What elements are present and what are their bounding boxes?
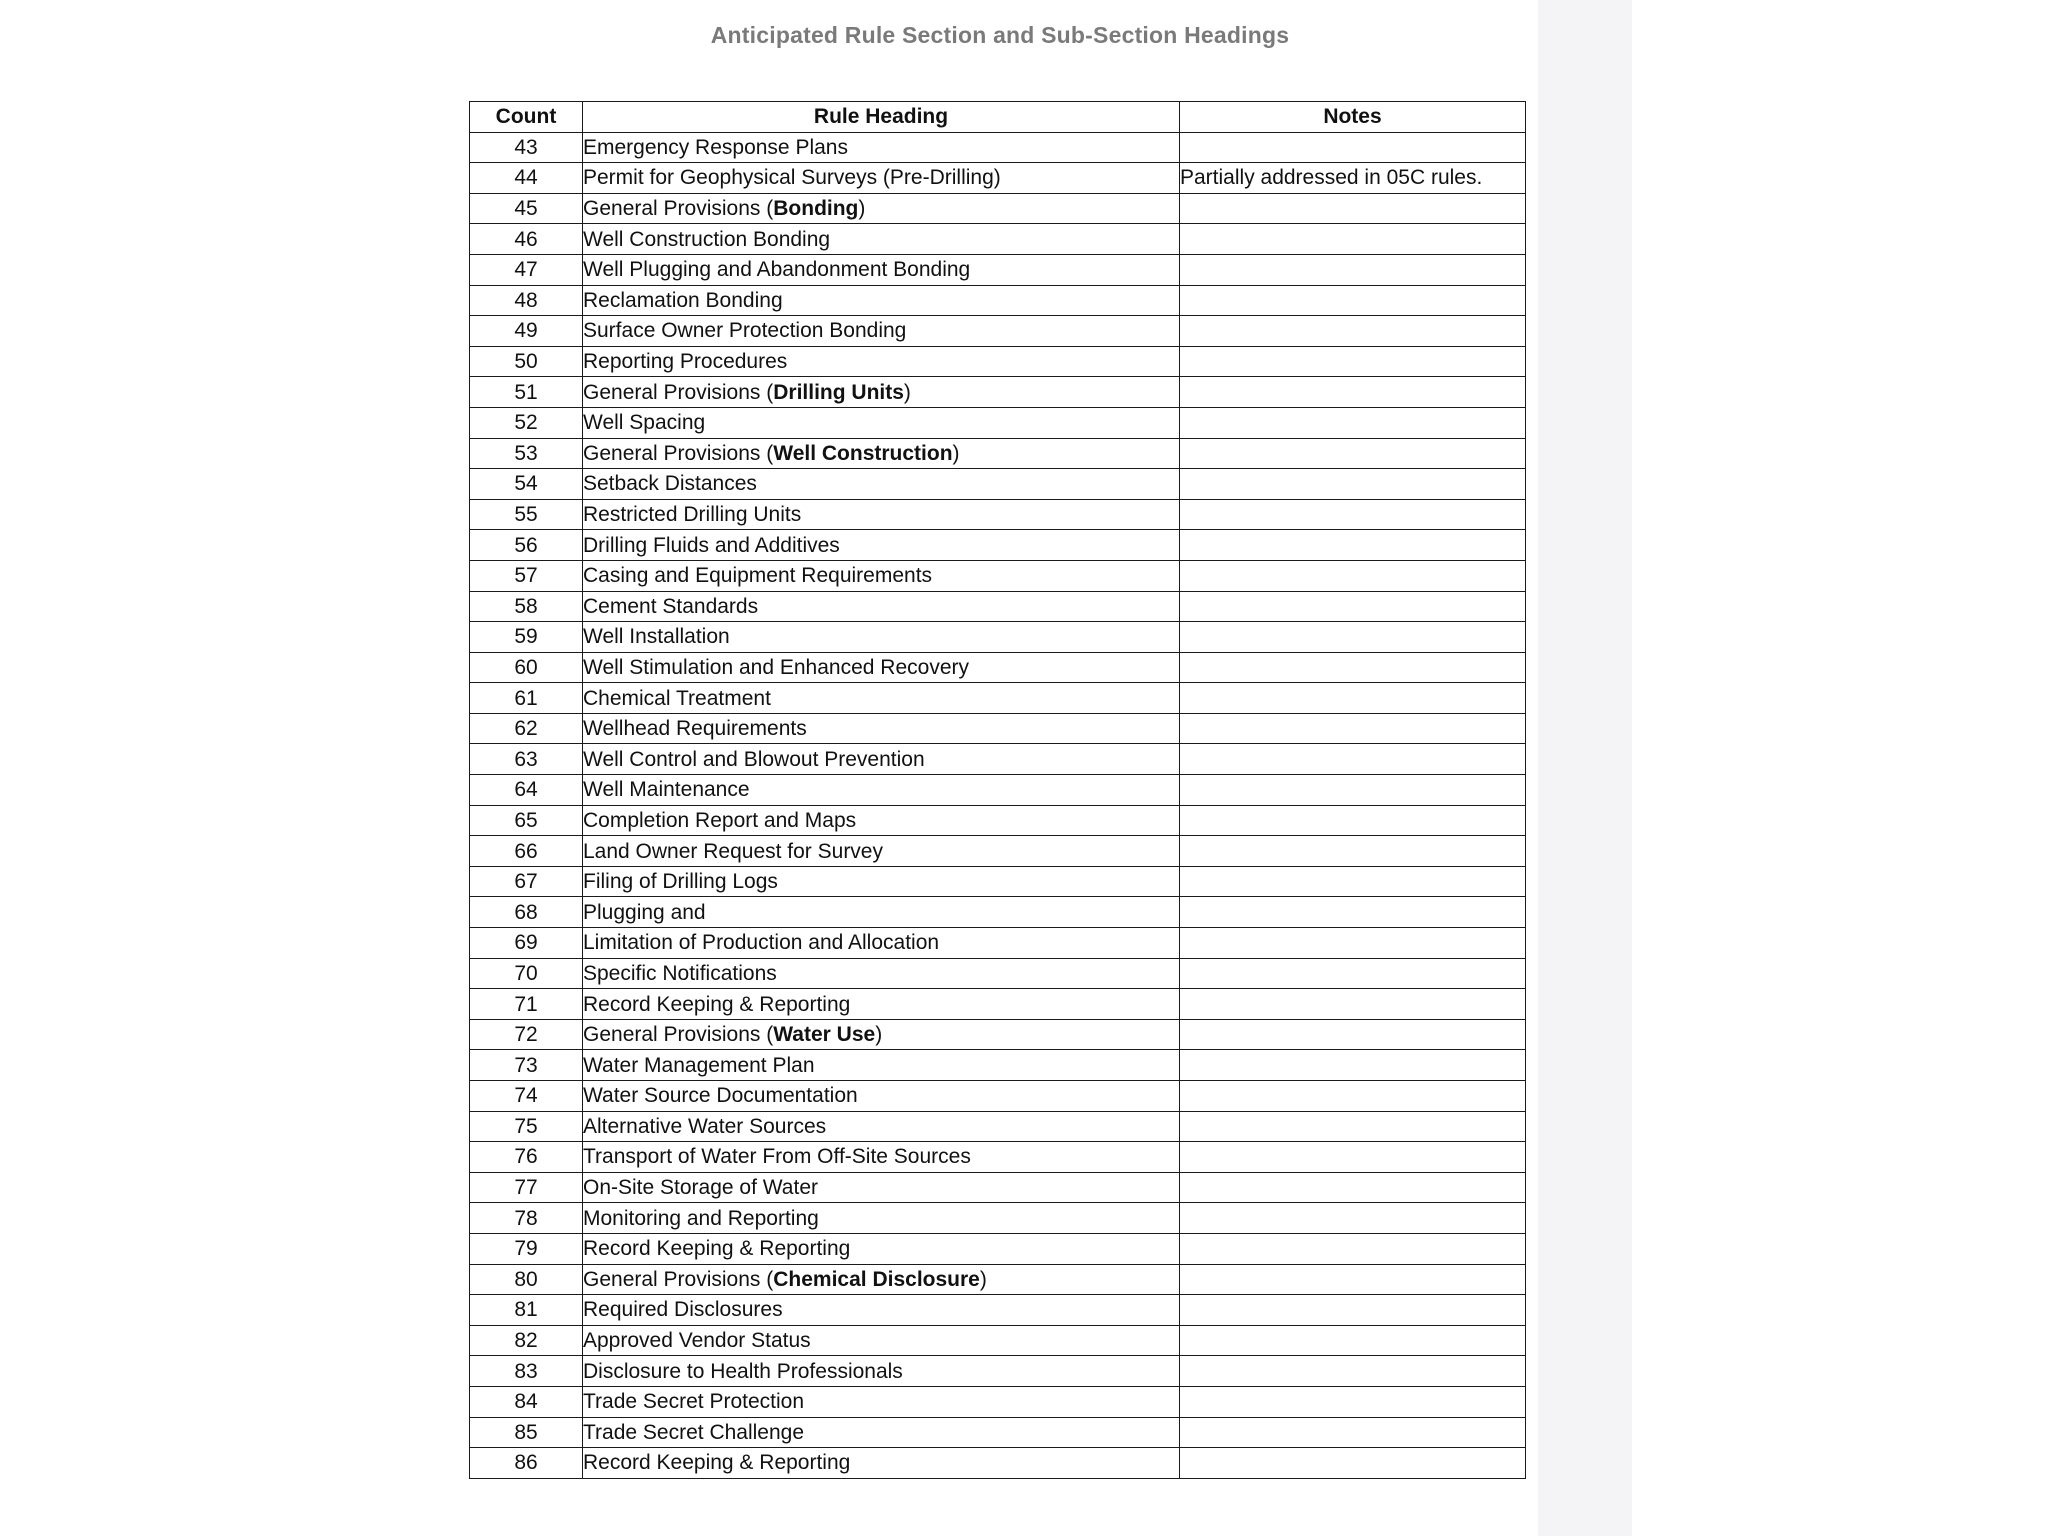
viewer-background xyxy=(1632,0,2048,1536)
cell-count: 79 xyxy=(470,1233,583,1264)
cell-notes xyxy=(1180,1233,1526,1264)
table-row xyxy=(470,530,1526,561)
cell-notes xyxy=(1180,193,1526,224)
table-row xyxy=(470,499,1526,530)
table-row xyxy=(470,897,1526,928)
table-row xyxy=(470,866,1526,897)
table-row xyxy=(470,163,1526,194)
cell-notes xyxy=(1180,928,1526,959)
cell-count: 61 xyxy=(470,683,583,714)
table-row xyxy=(470,775,1526,806)
rule-heading-prefix: General Provisions ( xyxy=(583,197,774,221)
cell-count: 47 xyxy=(470,254,583,285)
cell-count: 54 xyxy=(470,469,583,500)
cell-rule-heading: Casing and Equipment Requirements xyxy=(583,560,1180,591)
cell-rule-heading: Well Maintenance xyxy=(583,775,1180,806)
cell-notes xyxy=(1180,1356,1526,1387)
cell-rule-heading: Record Keeping & Reporting xyxy=(583,1448,1180,1479)
cell-count: 66 xyxy=(470,836,583,867)
cell-count: 50 xyxy=(470,346,583,377)
rule-heading-emphasis: Water Use xyxy=(773,1023,876,1047)
cell-notes xyxy=(1180,1264,1526,1295)
rule-heading-prefix: General Provisions ( xyxy=(583,380,774,404)
rule-heading-prefix: General Provisions ( xyxy=(583,1267,774,1291)
cell-rule-heading: Monitoring and Reporting xyxy=(583,1203,1180,1234)
cell-rule-heading: Emergency Response Plans xyxy=(583,132,1180,163)
table-row xyxy=(470,1386,1526,1417)
rule-heading-prefix: General Provisions ( xyxy=(583,1023,774,1047)
cell-rule-heading: Drilling Fluids and Additives xyxy=(583,530,1180,561)
table-row xyxy=(470,346,1526,377)
cell-count: 43 xyxy=(470,132,583,163)
cell-rule-heading: Permit for Geophysical Surveys (Pre-Drilling) xyxy=(583,163,1180,194)
cell-count: 63 xyxy=(470,744,583,775)
cell-rule-heading: Required Disclosures xyxy=(583,1295,1180,1326)
cell-notes xyxy=(1180,1019,1526,1050)
table-header xyxy=(470,102,1526,133)
cell-count: 84 xyxy=(470,1386,583,1417)
table-row xyxy=(470,1325,1526,1356)
table-row xyxy=(470,377,1526,408)
cell-notes xyxy=(1180,683,1526,714)
table-row xyxy=(470,989,1526,1020)
cell-notes xyxy=(1180,775,1526,806)
cell-count: 60 xyxy=(470,652,583,683)
cell-notes xyxy=(1180,866,1526,897)
cell-notes xyxy=(1180,560,1526,591)
cell-notes xyxy=(1180,1050,1526,1081)
column-header-rule-heading: Rule Heading xyxy=(583,102,1180,133)
cell-count: 76 xyxy=(470,1142,583,1173)
cell-notes xyxy=(1180,1142,1526,1173)
document-title-text: Anticipated Rule Section and Sub-Section Headings xyxy=(710,22,1290,48)
cell-notes xyxy=(1180,958,1526,989)
cell-rule-heading: Well Control and Blowout Prevention xyxy=(583,744,1180,775)
rule-heading-suffix: ) xyxy=(903,380,911,404)
rule-heading-suffix: ) xyxy=(979,1267,987,1291)
table-row xyxy=(470,928,1526,959)
cell-notes xyxy=(1180,1386,1526,1417)
table-row xyxy=(470,652,1526,683)
cell-notes xyxy=(1180,836,1526,867)
cell-count: 51 xyxy=(470,377,583,408)
cell-notes xyxy=(1180,989,1526,1020)
cell-notes xyxy=(1180,1111,1526,1142)
table-row xyxy=(470,1050,1526,1081)
table-row xyxy=(470,316,1526,347)
table-row xyxy=(470,254,1526,285)
cell-rule-heading: Well Spacing xyxy=(583,407,1180,438)
cell-rule-heading: Land Owner Request for Survey xyxy=(583,836,1180,867)
table-row xyxy=(470,836,1526,867)
cell-count: 73 xyxy=(470,1050,583,1081)
cell-count: 72 xyxy=(470,1019,583,1050)
cell-rule-heading: Plugging and xyxy=(583,897,1180,928)
rule-heading-emphasis: Drilling Units xyxy=(773,380,904,404)
cell-rule-heading: Alternative Water Sources xyxy=(583,1111,1180,1142)
table-row xyxy=(470,1295,1526,1326)
cell-notes xyxy=(1180,1172,1526,1203)
cell-notes xyxy=(1180,377,1526,408)
cell-notes xyxy=(1180,407,1526,438)
cell-count: 56 xyxy=(470,530,583,561)
table-row xyxy=(470,1356,1526,1387)
table-row xyxy=(470,224,1526,255)
cell-rule-heading: Trade Secret Protection xyxy=(583,1386,1180,1417)
rule-heading-prefix: General Provisions ( xyxy=(583,441,774,465)
cell-notes xyxy=(1180,805,1526,836)
cell-rule-heading: Restricted Drilling Units xyxy=(583,499,1180,530)
cell-count: 70 xyxy=(470,958,583,989)
cell-count: 62 xyxy=(470,713,583,744)
cell-rule-heading xyxy=(583,438,1180,469)
cell-count: 46 xyxy=(470,224,583,255)
cell-count: 58 xyxy=(470,591,583,622)
table-row xyxy=(470,407,1526,438)
cell-count: 52 xyxy=(470,407,583,438)
cell-count: 81 xyxy=(470,1295,583,1326)
cell-notes xyxy=(1180,897,1526,928)
rule-heading-suffix: ) xyxy=(858,197,866,221)
rule-heading-emphasis: Chemical Disclosure xyxy=(773,1267,980,1291)
table-row xyxy=(470,1264,1526,1295)
table-row xyxy=(470,132,1526,163)
cell-rule-heading: Well Plugging and Abandonment Bonding xyxy=(583,254,1180,285)
cell-notes xyxy=(1180,652,1526,683)
cell-notes xyxy=(1180,499,1526,530)
cell-rule-heading: Approved Vendor Status xyxy=(583,1325,1180,1356)
cell-rule-heading: Transport of Water From Off-Site Sources xyxy=(583,1142,1180,1173)
cell-rule-heading: Chemical Treatment xyxy=(583,683,1180,714)
table-row xyxy=(470,1142,1526,1173)
cell-rule-heading: Reclamation Bonding xyxy=(583,285,1180,316)
cell-notes: Partially addressed in 05C rules. xyxy=(1180,163,1526,194)
table-row xyxy=(470,438,1526,469)
cell-rule-heading: Well Construction Bonding xyxy=(583,224,1180,255)
cell-rule-heading: Water Source Documentation xyxy=(583,1081,1180,1112)
table-row xyxy=(470,193,1526,224)
table-row xyxy=(470,744,1526,775)
cell-count: 83 xyxy=(470,1356,583,1387)
cell-notes xyxy=(1180,254,1526,285)
cell-notes xyxy=(1180,1448,1526,1479)
cell-notes xyxy=(1180,132,1526,163)
cell-rule-heading: Well Stimulation and Enhanced Recovery xyxy=(583,652,1180,683)
cell-rule-heading: Well Installation xyxy=(583,622,1180,653)
cell-rule-heading: On-Site Storage of Water xyxy=(583,1172,1180,1203)
cell-count: 48 xyxy=(470,285,583,316)
cell-rule-heading xyxy=(583,1019,1180,1050)
table-row xyxy=(470,958,1526,989)
table-row xyxy=(470,1111,1526,1142)
cell-count: 82 xyxy=(470,1325,583,1356)
page-gutter xyxy=(1538,0,1632,1536)
cell-count: 85 xyxy=(470,1417,583,1448)
table-row xyxy=(470,1019,1526,1050)
cell-rule-heading: Cement Standards xyxy=(583,591,1180,622)
rule-heading-suffix: ) xyxy=(875,1023,883,1047)
rule-headings-table xyxy=(469,101,1526,1479)
cell-notes xyxy=(1180,622,1526,653)
cell-rule-heading: Setback Distances xyxy=(583,469,1180,500)
cell-rule-heading: Trade Secret Challenge xyxy=(583,1417,1180,1448)
cell-notes xyxy=(1180,713,1526,744)
cell-notes xyxy=(1180,1325,1526,1356)
table-row xyxy=(470,622,1526,653)
table-row xyxy=(470,1448,1526,1479)
cell-count: 71 xyxy=(470,989,583,1020)
table-row xyxy=(470,805,1526,836)
table-header-row xyxy=(470,102,1526,133)
cell-count: 49 xyxy=(470,316,583,347)
cell-count: 80 xyxy=(470,1264,583,1295)
cell-count: 57 xyxy=(470,560,583,591)
cell-count: 67 xyxy=(470,866,583,897)
cell-notes xyxy=(1180,224,1526,255)
cell-rule-heading xyxy=(583,377,1180,408)
cell-notes xyxy=(1180,591,1526,622)
cell-rule-heading: Limitation of Production and Allocation xyxy=(583,928,1180,959)
table-row xyxy=(470,1081,1526,1112)
cell-count: 45 xyxy=(470,193,583,224)
cell-rule-heading: Specific Notifications xyxy=(583,958,1180,989)
column-header-count: Count xyxy=(470,102,583,133)
table-row xyxy=(470,1203,1526,1234)
cell-count: 53 xyxy=(470,438,583,469)
rule-heading-emphasis: Bonding xyxy=(773,197,859,221)
cell-count: 44 xyxy=(470,163,583,194)
cell-notes xyxy=(1180,1081,1526,1112)
cell-count: 68 xyxy=(470,897,583,928)
cell-count: 74 xyxy=(470,1081,583,1112)
cell-rule-heading: Wellhead Requirements xyxy=(583,713,1180,744)
cell-notes xyxy=(1180,1295,1526,1326)
cell-count: 86 xyxy=(470,1448,583,1479)
cell-rule-heading: Surface Owner Protection Bonding xyxy=(583,316,1180,347)
cell-notes xyxy=(1180,530,1526,561)
cell-notes xyxy=(1180,346,1526,377)
table-body xyxy=(470,132,1526,1478)
cell-count: 77 xyxy=(470,1172,583,1203)
cell-rule-heading: Completion Report and Maps xyxy=(583,805,1180,836)
table-row xyxy=(470,1233,1526,1264)
cell-notes xyxy=(1180,438,1526,469)
cell-count: 75 xyxy=(470,1111,583,1142)
cell-rule-heading xyxy=(583,193,1180,224)
rule-heading-suffix: ) xyxy=(952,441,960,465)
table-row xyxy=(470,469,1526,500)
cell-rule-heading: Water Management Plan xyxy=(583,1050,1180,1081)
cell-notes xyxy=(1180,469,1526,500)
cell-count: 59 xyxy=(470,622,583,653)
table-row xyxy=(470,1417,1526,1448)
table-row xyxy=(470,285,1526,316)
cell-count: 64 xyxy=(470,775,583,806)
cell-notes xyxy=(1180,316,1526,347)
cell-count: 65 xyxy=(470,805,583,836)
rule-heading-emphasis: Well Construction xyxy=(773,441,953,465)
cell-rule-heading: Record Keeping & Reporting xyxy=(583,989,1180,1020)
cell-notes xyxy=(1180,1417,1526,1448)
cell-count: 69 xyxy=(470,928,583,959)
column-header-notes: Notes xyxy=(1180,102,1526,133)
table-row xyxy=(470,683,1526,714)
cell-rule-heading: Record Keeping & Reporting xyxy=(583,1233,1180,1264)
cell-notes xyxy=(1180,1203,1526,1234)
cell-rule-heading: Reporting Procedures xyxy=(583,346,1180,377)
cell-rule-heading: Filing of Drilling Logs xyxy=(583,866,1180,897)
cell-notes xyxy=(1180,285,1526,316)
cell-notes xyxy=(1180,744,1526,775)
cell-count: 78 xyxy=(470,1203,583,1234)
table-row xyxy=(470,1172,1526,1203)
cell-rule-heading xyxy=(583,1264,1180,1295)
cell-count: 55 xyxy=(470,499,583,530)
table-row xyxy=(470,713,1526,744)
table-row xyxy=(470,591,1526,622)
cell-rule-heading: Disclosure to Health Professionals xyxy=(583,1356,1180,1387)
table-row xyxy=(470,560,1526,591)
